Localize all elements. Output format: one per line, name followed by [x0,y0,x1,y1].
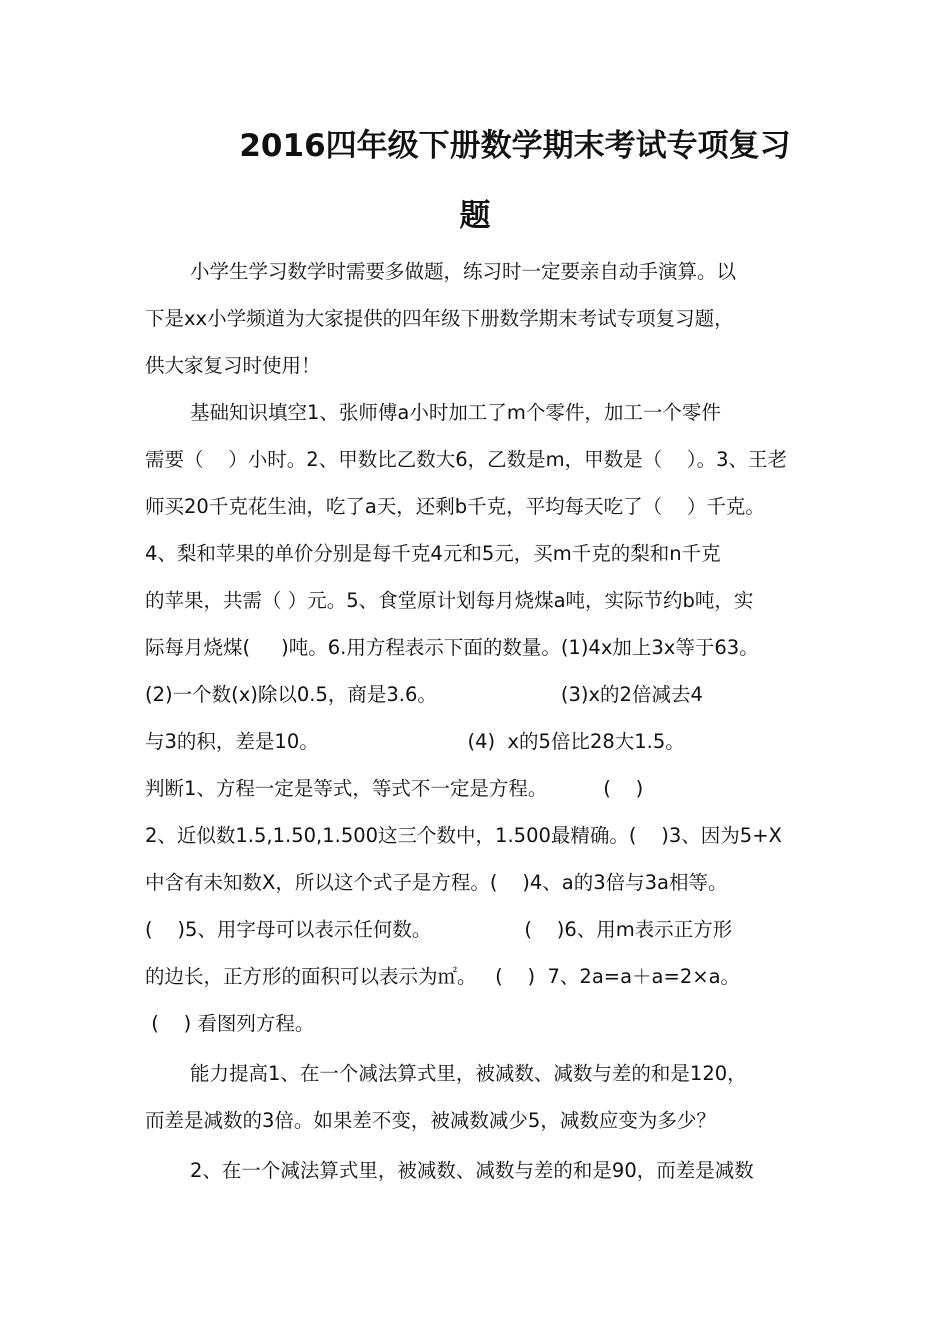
paragraph-advanced-line: 能力提高1、在一个减法算式里，被减数、减数与差的和是120， [190,1062,747,1085]
paragraph-basics-line: 际每月烧煤( )吨。6.用方程表示下面的数量。(1)4x加上3x等于63。 [145,636,759,659]
paragraph-advanced-line: 而差是减数的3倍。如果差不变，被减数减少5，减数应变为多少？ [145,1109,716,1132]
paragraph-basics-line: 的苹果，共需（ ）元。5、食堂原计划每月烧煤a吨，实际节约b吨，实 [145,589,754,612]
paragraph-basics-line: (2)一个数(x)除以0.5，商是3.6。 (3)x的2倍减去4 [145,683,703,706]
paragraph-intro-line: 下是xx小学频道为大家提供的四年级下册数学期末考试专项复习题， [145,307,734,330]
paragraph-basics-line: 与3的积，差是10。 (4) x的5倍比28大1.5。 [145,730,685,753]
paragraph-basics-line: 需要（ ）小时。2、甲数比乙数大6，乙数是m，甲数是（ ）。3、王老 [145,448,788,471]
paragraph-basics-line: 判断1、方程一定是等式，等式不一定是方程。 ( ) [145,777,644,800]
paragraph-basics-line: 中含有未知数X，所以这个式子是方程。( )4、a的3倍与3a相等。 [145,871,728,894]
paragraph-basics-line: 2、近似数1.5,1.50,1.500这三个数中，1.500最精确。( )3、因为5+X [145,824,782,847]
paragraph-basics-line: 师买20千克花生油，吃了a天，还剩b千克，平均每天吃了（ ）千克。 [145,495,765,518]
paragraph-basics-line: 基础知识填空1、张师傅a小时加工了m个零件，加工一个零件 [190,401,721,424]
paragraph-intro-line: 小学生学习数学时需要多做题，练习时一定要亲自动手演算。以 [190,260,737,283]
paragraph-basics-line: 4、梨和苹果的单价分别是每千克4元和5元，买m千克的梨和n千克 [145,542,721,565]
paragraph-intro-line: 供大家复习时使用！ [145,354,321,377]
document-title-line-1: 2016四年级下册数学期末考试专项复习 [239,128,791,164]
paragraph-basics-line: ( ) 看图列方程。 [145,1012,315,1035]
paragraph-basics-line: ( )5、用字母可以表示任何数。 ( )6、用m表示正方形 [145,918,733,941]
document-title-line-2: 题 [459,198,491,234]
paragraph-advanced-line: 2、在一个减法算式里，被减数、减数与差的和是90，而差是减数 [190,1159,754,1182]
paragraph-basics-line: 的边长，正方形的面积可以表示为㎡。 ( ) 7、2a=a＋a=2×a。 [145,965,741,988]
